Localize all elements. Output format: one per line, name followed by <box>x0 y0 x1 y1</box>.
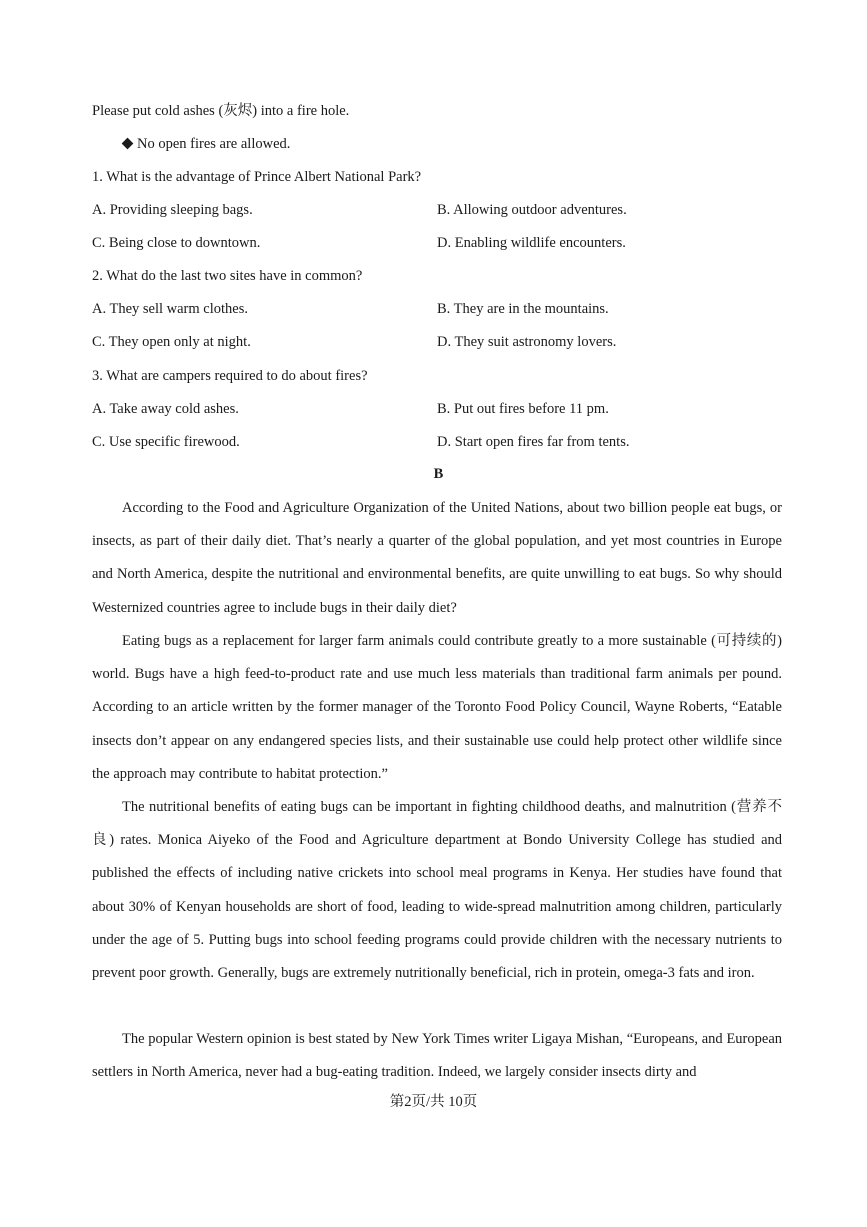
notice-line-ashes: Please put cold ashes (灰烬) into a fire hole. <box>92 103 350 119</box>
question-3-option-c: C. Use specific firewood. <box>92 434 240 450</box>
question-1-option-a: A. Providing sleeping bags. <box>92 202 253 218</box>
question-3-option-a: A. Take away cold ashes. <box>92 401 239 417</box>
section-b-paragraph-3: The nutritional benefits of eating bugs can be important in fighting childhood deaths, and malnutrition (营养不良) rates. Monica Aiyeko of the Food and Agriculture department at Bondo University College has studied and published the effects of including native crickets into school meal programs in Kenya. Her studies have found that about 30% of Kenyan households are short of food, leading to wide-spread malnutrition among children, particularly under the age of 5. Putting bugs into school feeding programs could provide children with the necessary nutrients to prevent poor growth. Generally, bugs are extremely nutritionally beneficial, rich in protein, omega-3 fats and iron. <box>92 799 782 982</box>
question-3-option-d: D. Start open fires far from tents. <box>437 434 630 450</box>
page-number-footer: 第2页/共 10页 <box>389 1094 478 1110</box>
question-3-stem: 3. What are campers required to do about fires? <box>92 368 368 384</box>
question-1-option-d: D. Enabling wildlife encounters. <box>437 235 626 251</box>
notice-line-no-fires-text: No open fires are allowed. <box>137 136 291 152</box>
question-2-option-a: A. They sell warm clothes. <box>92 301 248 317</box>
section-b-heading: B <box>433 466 444 482</box>
question-1-stem: 1. What is the advantage of Prince Albert National Park? <box>92 169 422 185</box>
section-b-paragraph-2: Eating bugs as a replacement for larger farm animals could contribute greatly to a more sustainable (可持续的) world. Bugs have a high feed-to-product rate and use much less materials than traditional farm animals per pound. According to an article written by the former manager of the Toronto Food Policy Council, Wayne Roberts, “Eatable insects don’t appear on any endangered species lists, and their sustainable use could help protect other wildlife since the approach may contribute to habitat protection.” <box>92 633 782 782</box>
section-b-paragraph-4: The popular Western opinion is best stated by New York Times writer Ligaya Mishan, “Europeans, and European settlers in North America, never had a bug-eating tradition. Indeed, we largely consider insects dirty and <box>92 1031 782 1081</box>
question-2-option-b: B. They are in the mountains. <box>437 301 609 317</box>
question-1-option-b: B. Allowing outdoor adventures. <box>437 202 627 218</box>
question-3-option-b: B. Put out fires before 11 pm. <box>437 401 609 417</box>
notice-line-no-fires <box>122 135 290 153</box>
section-b-paragraph-1: According to the Food and Agriculture Organization of the United Nations, about two billion people eat bugs, or insects, as part of their daily diet. That’s nearly a quarter of the global population, and yet most countries in Europe and North America, despite the nutritional and environmental benefits, are quite unwilling to eat bugs. So why should Westernized countries agree to include bugs in their daily diet? <box>92 500 782 616</box>
diamond-bullet-icon <box>122 138 134 150</box>
question-1-option-c: C. Being close to downtown. <box>92 235 261 251</box>
question-2-option-c: C. They open only at night. <box>92 334 251 350</box>
question-2-option-d: D. They suit astronomy lovers. <box>437 334 617 350</box>
question-2-stem: 2. What do the last two sites have in common? <box>92 268 363 284</box>
